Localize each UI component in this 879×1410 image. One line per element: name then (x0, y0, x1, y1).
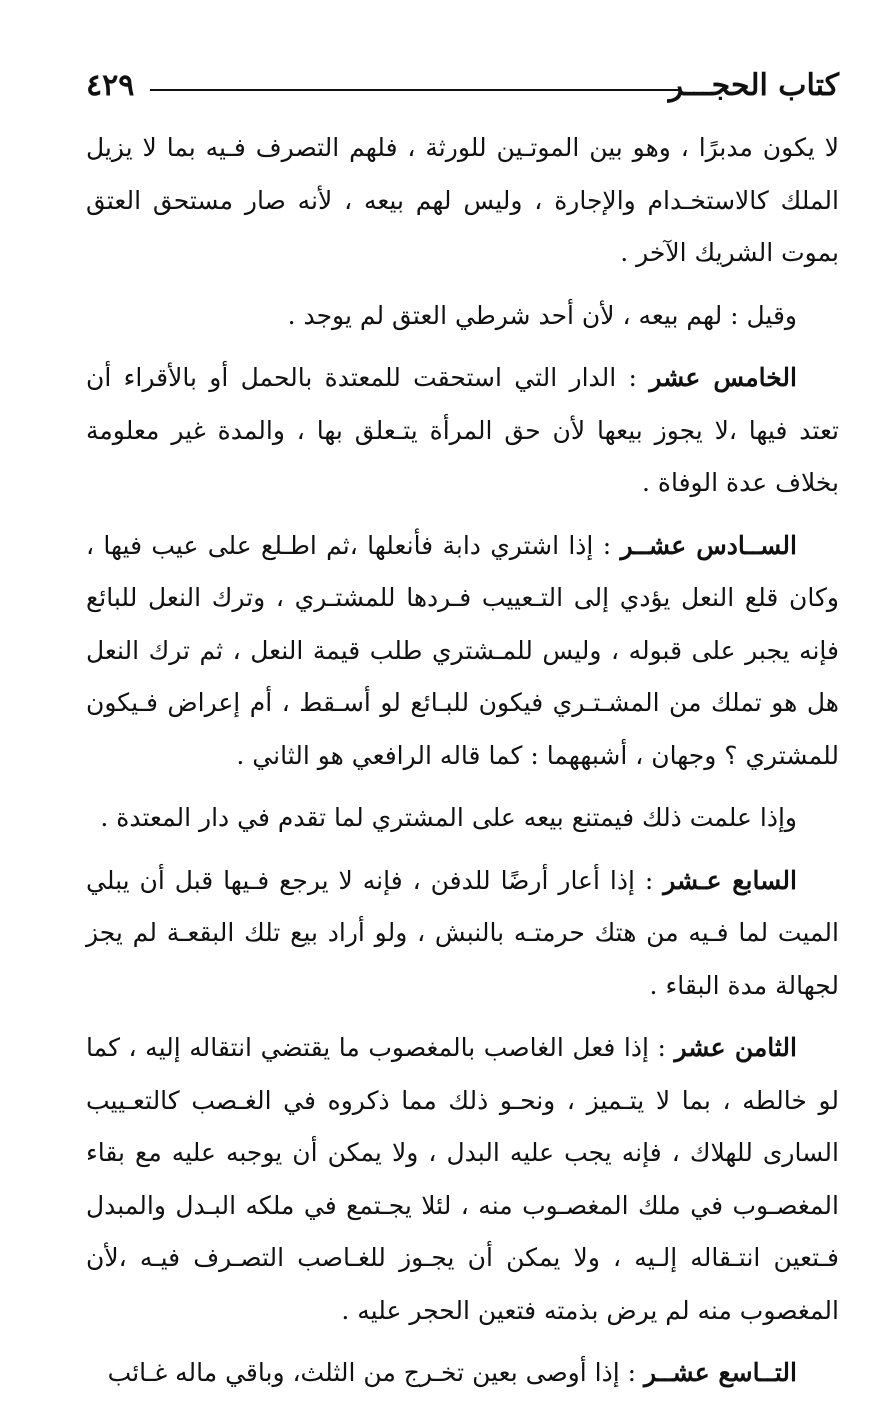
paragraph-text: : الدار التي استحقت للمعتدة بالحمل أو بالأقراء أن تعتد فيها ،لا يجوز بيعها لأن حق المرأة يتـعلق بها ، والمدة غير معلومة بخلاف عدة الوفاة . (86, 363, 839, 497)
book-title: كتاب الحجـــر (668, 68, 839, 103)
paragraph-heading: التــاسع عشــر (644, 1358, 797, 1387)
running-header (86, 62, 839, 112)
paragraph-note (86, 792, 839, 845)
paragraph-text: : إذا أوصى بعين تخـرج من الثلث، وباقي ماله غـائب (107, 1358, 644, 1387)
text-body (86, 122, 839, 1410)
paragraph-text: وإذا علمت ذلك فيمتنع بيعه على المشتري لما تقدم في دار المعتدة . (100, 803, 797, 832)
paragraph-heading: السابع عـشر (663, 865, 797, 895)
paragraph-heading: الســادس عشــر (620, 530, 797, 560)
paragraph-seventeenth (86, 855, 839, 1013)
paragraph-sixteenth (86, 520, 839, 783)
paragraph-heading: الخامس عشر (649, 363, 797, 392)
paragraph-continuation (86, 122, 839, 280)
paragraph-nineteenth (86, 1347, 839, 1400)
paragraph-text: : إذا فعل الغاصب بالمغصوب ما يقتضي انتقاله إليه ، كما لو خالطه ، بما لا يتـميز ، ونحـو ذلك مما ذكروه في الغـصب كالتعـييب السارى للهلاك ، فإنه يجب عليه البدل ، ولا يمكن أن يوجبه عليه مع بقاء المغصـوب في ملك المغصـوب منه ، لئلا يجـتمع في ملكه البـدل والمبدل فـتعين انتـقاله إلـيه ، ولا يمكن أن يجـوز للغـاصب التصـرف فيـه ،لأن المغصوب منه لم يرض بذمته فتعين الحجر عليه . (86, 1033, 839, 1325)
header-rule (150, 89, 681, 91)
paragraph-eighteenth (86, 1022, 839, 1337)
paragraph-text: : إذا اشتري دابة فأنعلها ،ثم اطـلع على عيب فيها ، وكان قلع النعل يؤدي إلى التـعييب فـردها للمشتـري ، وترك النعل للبائع فإنه يجبر على قبوله ، وليس للمـشتري طلب قيمة النعل ، ثم ترك النعل هل هو تملك من المشـتـري فيكون للبـائع لو أسـقط ، أم إعراض فـيكون للمشتري ؟ وجهان ، أشبههما : كما قاله الرافعي هو الثاني . (86, 530, 839, 770)
paragraph-text: : إذا أعار أرضًا للدفن ، فإنه لا يرجع فـيها قبل أن يبلي الميت لما فـيه من هتك حرمتـه بالنبش ، ولو أراد بيع تلك البقعـة لم يجز لجهالة مدة البقاء . (86, 865, 839, 1000)
paragraph-text: وقيل : لهم بيعه ، لأن أحد شرطي العتق لم يوجد . (287, 300, 797, 330)
paragraph-heading: الثامن عشر (674, 1033, 797, 1062)
page-number: ٤٢٩ (86, 68, 135, 103)
paragraph-opinion (86, 290, 839, 343)
paragraph-text: لا يكون مدبرًا ، وهو بين الموتـين للورثة ، فلهم التصرف فـيه بما لا يزيل الملك كالاستخـدام والإجارة ، وليس لهم بيعه ، لأنه صار مستحق العتق بموت الشريك الآخر . (86, 133, 839, 267)
paragraph-fifteenth (86, 352, 839, 510)
